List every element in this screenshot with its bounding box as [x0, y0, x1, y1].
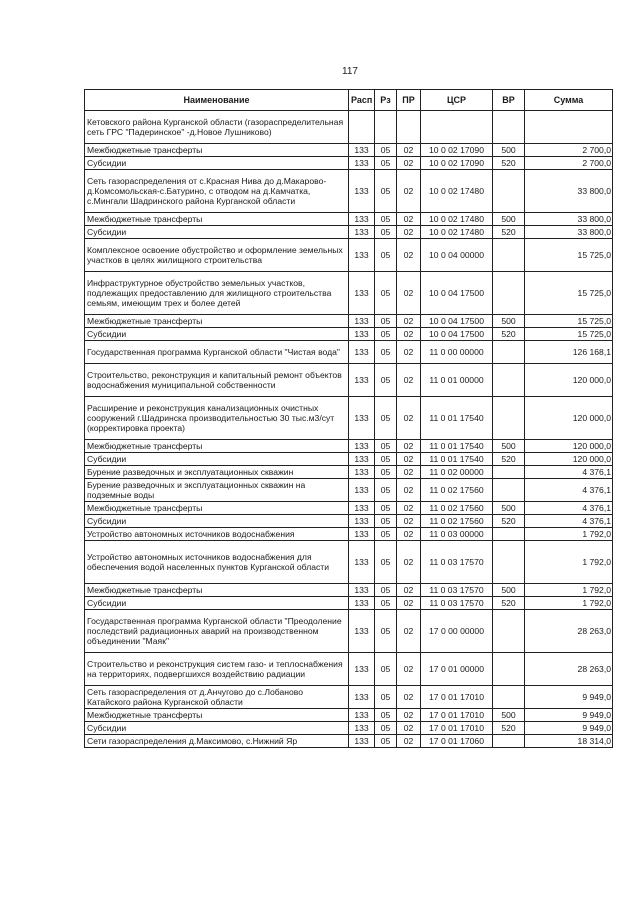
cell-name: Комплексное освоение обустройство и оформление земельных участков в целях жилищного строительства [85, 239, 349, 272]
cell-csr: 11 0 03 17570 [421, 584, 493, 597]
cell-vr: 500 [493, 315, 525, 328]
cell-csr: 11 0 02 17560 [421, 502, 493, 515]
header-pr: ПР [397, 90, 421, 111]
cell-rasp: 133 [349, 397, 375, 440]
table-row [85, 709, 613, 722]
table-row [85, 315, 613, 328]
cell-sum: 9 949,0 [525, 686, 613, 709]
cell-vr [493, 735, 525, 748]
cell-csr: 11 0 02 17560 [421, 515, 493, 528]
cell-rasp: 133 [349, 170, 375, 213]
cell-rz: 05 [375, 709, 397, 722]
table-row [85, 157, 613, 170]
table-row [85, 453, 613, 466]
header-vr: ВР [493, 90, 525, 111]
cell-pr: 02 [397, 341, 421, 364]
cell-rasp: 133 [349, 502, 375, 515]
cell-name: Субсидии [85, 515, 349, 528]
cell-name: Бурение разведочных и эксплуатационных скважин на подземные воды [85, 479, 349, 502]
cell-csr: 10 0 04 17500 [421, 272, 493, 315]
cell-rasp: 133 [349, 610, 375, 653]
cell-name: Межбюджетные трансферты [85, 440, 349, 453]
table-row [85, 610, 613, 653]
cell-pr: 02 [397, 584, 421, 597]
cell-sum: 15 725,0 [525, 272, 613, 315]
cell-sum: 120 000,0 [525, 397, 613, 440]
cell-rasp: 133 [349, 364, 375, 397]
cell-rasp: 133 [349, 653, 375, 686]
cell-csr: 10 0 02 17090 [421, 157, 493, 170]
header-rasp: Расп [349, 90, 375, 111]
cell-vr [493, 528, 525, 541]
budget-table [84, 89, 613, 748]
cell-name: Инфраструктурное обустройство земельных участков, подлежащих предоставлению для жилищного строительства семьям, имеющим трех и более детей [85, 272, 349, 315]
cell-rasp: 133 [349, 528, 375, 541]
cell-vr [493, 610, 525, 653]
cell-sum: 1 792,0 [525, 541, 613, 584]
table-row [85, 541, 613, 584]
cell-sum: 15 725,0 [525, 315, 613, 328]
cell-pr: 02 [397, 610, 421, 653]
cell-csr: 11 0 03 00000 [421, 528, 493, 541]
cell-rasp: 133 [349, 735, 375, 748]
cell-name: Сети газораспределения д.Максимово, с.Нижний Яр [85, 735, 349, 748]
cell-csr: 11 0 01 00000 [421, 364, 493, 397]
cell-rasp: 133 [349, 157, 375, 170]
cell-rz: 05 [375, 440, 397, 453]
cell-vr: 520 [493, 453, 525, 466]
cell-csr: 11 0 03 17570 [421, 541, 493, 584]
cell-sum: 4 376,1 [525, 479, 613, 502]
cell-csr: 11 0 01 17540 [421, 397, 493, 440]
cell-rasp: 133 [349, 328, 375, 341]
cell-name: Государственная программа Курганской области "Преодоление последствий радиационных аварий на производственном объединении "Маяк" [85, 610, 349, 653]
cell-rz: 05 [375, 328, 397, 341]
table-row [85, 226, 613, 239]
cell-vr [493, 479, 525, 502]
cell-rz: 05 [375, 453, 397, 466]
cell-vr: 500 [493, 144, 525, 157]
cell-sum: 1 792,0 [525, 528, 613, 541]
cell-name: Государственная программа Курганской области "Чистая вода" [85, 341, 349, 364]
cell-rz: 05 [375, 722, 397, 735]
cell-sum: 4 376,1 [525, 515, 613, 528]
cell-rz: 05 [375, 364, 397, 397]
cell-csr: 10 0 04 17500 [421, 315, 493, 328]
cell-sum: 33 800,0 [525, 226, 613, 239]
cell-vr: 520 [493, 515, 525, 528]
cell-rz: 05 [375, 502, 397, 515]
cell-name: Сеть газораспределения от д.Анчугово до с.Лобаново Катайского района Курганской области [85, 686, 349, 709]
cell-name: Устройство автономных источников водоснабжения [85, 528, 349, 541]
cell-rz: 05 [375, 686, 397, 709]
cell-name: Сеть газораспределения от с.Красная Нива до д.Макарово-д.Комсомольская-с.Батурино, с отводом на д.Камчатка, с.Мингали Шадринского района Курганской области [85, 170, 349, 213]
cell-name: Субсидии [85, 453, 349, 466]
cell-rz: 05 [375, 541, 397, 584]
cell-rasp: 133 [349, 479, 375, 502]
cell-csr: 10 0 02 17480 [421, 226, 493, 239]
cell-rz: 05 [375, 479, 397, 502]
table-row [85, 341, 613, 364]
cell-rasp: 133 [349, 226, 375, 239]
cell-vr [493, 466, 525, 479]
cell-rasp: 133 [349, 597, 375, 610]
cell-csr: 17 0 01 17010 [421, 686, 493, 709]
cell-csr: 10 0 02 17480 [421, 213, 493, 226]
cell-pr: 02 [397, 272, 421, 315]
cell-pr: 02 [397, 213, 421, 226]
table-row [85, 597, 613, 610]
cell-name: Субсидии [85, 597, 349, 610]
cell-pr: 02 [397, 502, 421, 515]
cell-pr: 02 [397, 397, 421, 440]
cell-sum: 120 000,0 [525, 364, 613, 397]
table-row [85, 735, 613, 748]
cell-vr: 500 [493, 502, 525, 515]
table-row [85, 584, 613, 597]
cell-name: Межбюджетные трансферты [85, 315, 349, 328]
header-name: Наименование [85, 90, 349, 111]
cell-vr [493, 170, 525, 213]
cell-csr: 11 0 03 17570 [421, 597, 493, 610]
cell-vr [493, 272, 525, 315]
cell-sum: 28 263,0 [525, 653, 613, 686]
cell-rz: 05 [375, 397, 397, 440]
cell-name: Строительство и реконструкция систем газо- и теплоснабжения на территориях, подвергшихся воздействию радиации [85, 653, 349, 686]
cell-name: Межбюджетные трансферты [85, 709, 349, 722]
cell-sum: 28 263,0 [525, 610, 613, 653]
cell-pr: 02 [397, 144, 421, 157]
cell-rz: 05 [375, 653, 397, 686]
cell-name: Бурение разведочных и эксплуатационных скважин [85, 466, 349, 479]
cell-name: Межбюджетные трансферты [85, 144, 349, 157]
cell-rasp: 133 [349, 144, 375, 157]
cell-vr: 500 [493, 584, 525, 597]
cell-rz: 05 [375, 213, 397, 226]
cell-name: Межбюджетные трансферты [85, 502, 349, 515]
cell-rz: 05 [375, 315, 397, 328]
table-row [85, 440, 613, 453]
cell-vr: 500 [493, 709, 525, 722]
cell-vr: 520 [493, 226, 525, 239]
cell-csr [421, 111, 493, 144]
cell-rz: 05 [375, 528, 397, 541]
cell-pr: 02 [397, 479, 421, 502]
cell-rz: 05 [375, 144, 397, 157]
cell-pr: 02 [397, 440, 421, 453]
table-row [85, 466, 613, 479]
table-row [85, 144, 613, 157]
cell-rasp: 133 [349, 722, 375, 735]
cell-vr [493, 239, 525, 272]
table-row [85, 111, 613, 144]
cell-rz: 05 [375, 515, 397, 528]
cell-vr [493, 111, 525, 144]
cell-vr [493, 364, 525, 397]
cell-csr: 10 0 04 17500 [421, 328, 493, 341]
cell-vr: 520 [493, 722, 525, 735]
cell-sum [525, 111, 613, 144]
cell-rasp [349, 111, 375, 144]
cell-rasp: 133 [349, 709, 375, 722]
cell-rasp: 133 [349, 239, 375, 272]
cell-rz: 05 [375, 735, 397, 748]
cell-sum: 1 792,0 [525, 597, 613, 610]
cell-csr: 17 0 01 17060 [421, 735, 493, 748]
cell-name: Расширение и реконструкция канализационных очистных сооружений г.Шадринска производительностью 30 тыс.м3/сут (корректировка проекта) [85, 397, 349, 440]
cell-rz: 05 [375, 466, 397, 479]
cell-pr: 02 [397, 453, 421, 466]
cell-vr [493, 541, 525, 584]
table-row [85, 722, 613, 735]
cell-rasp: 133 [349, 584, 375, 597]
cell-vr [493, 686, 525, 709]
cell-sum: 4 376,1 [525, 466, 613, 479]
cell-pr: 02 [397, 466, 421, 479]
cell-name: Субсидии [85, 157, 349, 170]
cell-sum: 4 376,1 [525, 502, 613, 515]
cell-csr: 11 0 01 17540 [421, 440, 493, 453]
cell-rasp: 133 [349, 515, 375, 528]
cell-pr: 02 [397, 541, 421, 584]
cell-rasp: 133 [349, 453, 375, 466]
cell-csr: 11 0 01 17540 [421, 453, 493, 466]
table-row [85, 239, 613, 272]
cell-name: Строительство, реконструкция и капитальный ремонт объектов водоснабжения муниципальной собственности [85, 364, 349, 397]
cell-name: Устройство автономных источников водоснабжения для обеспечения водой населенных пунктов Курганской области [85, 541, 349, 584]
cell-rz: 05 [375, 610, 397, 653]
cell-pr: 02 [397, 722, 421, 735]
table-row [85, 479, 613, 502]
cell-pr: 02 [397, 528, 421, 541]
cell-csr: 10 0 04 00000 [421, 239, 493, 272]
cell-sum: 15 725,0 [525, 239, 613, 272]
header-sum: Сумма [525, 90, 613, 111]
cell-pr [397, 111, 421, 144]
cell-pr: 02 [397, 735, 421, 748]
cell-csr: 17 0 01 00000 [421, 653, 493, 686]
cell-pr: 02 [397, 686, 421, 709]
table-row [85, 397, 613, 440]
cell-vr [493, 341, 525, 364]
table-row [85, 528, 613, 541]
cell-rasp: 133 [349, 341, 375, 364]
cell-sum: 120 000,0 [525, 453, 613, 466]
table-row [85, 515, 613, 528]
cell-sum: 126 168,1 [525, 341, 613, 364]
cell-pr: 02 [397, 515, 421, 528]
cell-pr: 02 [397, 597, 421, 610]
cell-rz: 05 [375, 272, 397, 315]
cell-csr: 10 0 02 17480 [421, 170, 493, 213]
cell-csr: 17 0 00 00000 [421, 610, 493, 653]
cell-rasp: 133 [349, 440, 375, 453]
cell-rz: 05 [375, 170, 397, 213]
page-number: 117 [342, 66, 358, 77]
cell-csr: 11 0 02 00000 [421, 466, 493, 479]
cell-vr: 500 [493, 213, 525, 226]
cell-rz: 05 [375, 597, 397, 610]
table-row [85, 213, 613, 226]
cell-name: Кетовского района Курганской области (газораспределительная сеть ГРС "Падеринское" -д.Новое Лушниково) [85, 111, 349, 144]
table-row [85, 502, 613, 515]
cell-pr: 02 [397, 226, 421, 239]
cell-name: Субсидии [85, 226, 349, 239]
cell-name: Межбюджетные трансферты [85, 584, 349, 597]
cell-pr: 02 [397, 170, 421, 213]
cell-name: Межбюджетные трансферты [85, 213, 349, 226]
cell-sum: 1 792,0 [525, 584, 613, 597]
cell-rasp: 133 [349, 213, 375, 226]
cell-vr: 520 [493, 157, 525, 170]
cell-csr: 17 0 01 17010 [421, 709, 493, 722]
cell-csr: 10 0 02 17090 [421, 144, 493, 157]
cell-pr: 02 [397, 328, 421, 341]
table-row [85, 170, 613, 213]
cell-pr: 02 [397, 709, 421, 722]
table-row [85, 364, 613, 397]
cell-vr: 520 [493, 328, 525, 341]
cell-rz: 05 [375, 341, 397, 364]
cell-csr: 17 0 01 17010 [421, 722, 493, 735]
cell-sum: 2 700,0 [525, 157, 613, 170]
cell-pr: 02 [397, 157, 421, 170]
table-header-row [85, 90, 613, 111]
cell-csr: 11 0 02 17560 [421, 479, 493, 502]
cell-rasp: 133 [349, 541, 375, 584]
header-csr: ЦСР [421, 90, 493, 111]
cell-pr: 02 [397, 653, 421, 686]
cell-rasp: 133 [349, 466, 375, 479]
table-body [85, 111, 613, 748]
cell-name: Субсидии [85, 722, 349, 735]
cell-vr: 520 [493, 597, 525, 610]
cell-sum: 2 700,0 [525, 144, 613, 157]
cell-rasp: 133 [349, 686, 375, 709]
cell-sum: 15 725,0 [525, 328, 613, 341]
table-row [85, 328, 613, 341]
cell-rz: 05 [375, 239, 397, 272]
cell-vr [493, 653, 525, 686]
table-row [85, 653, 613, 686]
cell-rz: 05 [375, 584, 397, 597]
cell-rasp: 133 [349, 315, 375, 328]
cell-sum: 9 949,0 [525, 722, 613, 735]
cell-sum: 9 949,0 [525, 709, 613, 722]
cell-sum: 120 000,0 [525, 440, 613, 453]
cell-rz: 05 [375, 226, 397, 239]
cell-pr: 02 [397, 315, 421, 328]
cell-pr: 02 [397, 239, 421, 272]
cell-rasp: 133 [349, 272, 375, 315]
cell-sum: 33 800,0 [525, 170, 613, 213]
cell-rz [375, 111, 397, 144]
table-row [85, 272, 613, 315]
table-row [85, 686, 613, 709]
cell-rz: 05 [375, 157, 397, 170]
cell-csr: 11 0 00 00000 [421, 341, 493, 364]
cell-vr [493, 397, 525, 440]
cell-vr: 500 [493, 440, 525, 453]
cell-name: Субсидии [85, 328, 349, 341]
cell-pr: 02 [397, 364, 421, 397]
cell-sum: 33 800,0 [525, 213, 613, 226]
header-rz: Рз [375, 90, 397, 111]
cell-sum: 18 314,0 [525, 735, 613, 748]
